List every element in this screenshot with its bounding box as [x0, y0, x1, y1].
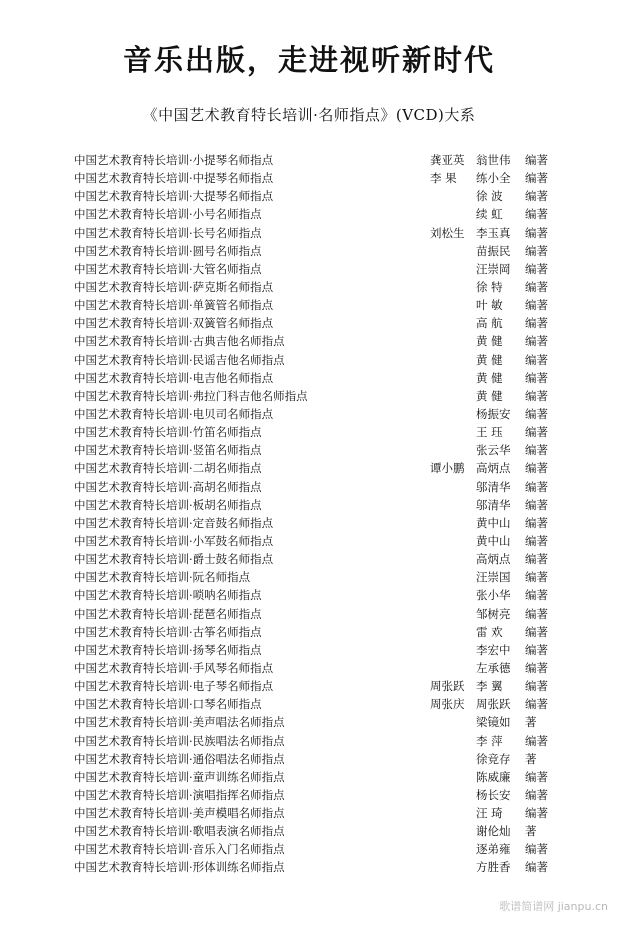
- co-author: 李 果: [430, 171, 457, 186]
- author-name: 黄 健: [476, 388, 503, 403]
- book-title: 中国艺术教育特长培训·扬琴名师指点: [74, 642, 262, 657]
- book-title: 中国艺术教育特长培训·口琴名师指点: [74, 697, 262, 712]
- author-role: 编著: [525, 352, 548, 367]
- book-list: [0, 151, 618, 877]
- author-role: 编著: [525, 171, 548, 186]
- book-title: 中国艺术教育特长培训·大管名师指点: [74, 261, 262, 276]
- list-item: [0, 641, 618, 659]
- list-item: [0, 586, 618, 604]
- book-title: 中国艺术教育特长培训·爵士鼓名师指点: [74, 552, 274, 567]
- author-name: 李玉真: [476, 225, 511, 240]
- list-item: [0, 187, 618, 205]
- list-item: [0, 804, 618, 822]
- book-title: 中国艺术教育特长培训·演唱指挥名师指点: [74, 787, 285, 802]
- author-name: 练小全: [476, 171, 511, 186]
- list-item: [0, 858, 618, 876]
- book-title: 中国艺术教育特长培训·美声唱法名师指点: [74, 715, 285, 730]
- author-role: 编著: [525, 461, 548, 476]
- co-author: 周张庆: [430, 697, 465, 712]
- author-name: 汪崇岡: [476, 261, 511, 276]
- book-title: 中国艺术教育特长培训·萨克斯名师指点: [74, 279, 274, 294]
- list-item: [0, 423, 618, 441]
- list-item: [0, 278, 618, 296]
- author-role: 编著: [525, 806, 548, 821]
- book-title: 中国艺术教育特长培训·高胡名师指点: [74, 479, 262, 494]
- author-role: 编著: [525, 153, 548, 167]
- book-title: 中国艺术教育特长培训·美声模唱名师指点: [74, 806, 285, 821]
- author-name: 雷 欢: [476, 624, 503, 639]
- list-item: [0, 568, 618, 586]
- series-subtitle: 《中国艺术教育特长培训·名师指点》(VCD)大系: [142, 106, 476, 124]
- book-title: 中国艺术教育特长培训·大提琴名师指点: [74, 189, 274, 204]
- book-title: 中国艺术教育特长培训·圆号名师指点: [74, 243, 262, 258]
- book-title: 中国艺术教育特长培训·阮名师指点: [74, 570, 251, 585]
- list-item: [0, 369, 618, 387]
- author-role: 编著: [525, 443, 548, 458]
- book-title: 中国艺术教育特长培训·手风琴名师指点: [74, 660, 274, 675]
- author-role: 编著: [525, 425, 548, 440]
- watermark: 歌谱简谱网 jianpu.cn: [499, 900, 608, 913]
- co-author: 周张跃: [430, 679, 465, 694]
- list-item: [0, 205, 618, 223]
- book-title: 中国艺术教育特长培训·单簧管名师指点: [74, 298, 274, 313]
- author-role: 编著: [525, 642, 548, 657]
- author-role: 编著: [525, 515, 548, 530]
- author-name: 叶 敏: [476, 298, 503, 313]
- list-item: [0, 786, 618, 804]
- book-title: 中国艺术教育特长培训·唢呐名师指点: [74, 588, 262, 603]
- book-title: 中国艺术教育特长培训·长号名师指点: [74, 225, 262, 240]
- author-name: 徐 特: [476, 279, 503, 294]
- book-title: 中国艺术教育特长培训·古典吉他名师指点: [74, 334, 285, 349]
- author-name: 黄 健: [476, 370, 503, 385]
- author-name: 高炳点: [476, 552, 511, 567]
- list-item: [0, 478, 618, 496]
- book-title: 中国艺术教育特长培训·定音鼓名师指点: [74, 515, 274, 530]
- author-name: 苗振民: [476, 243, 511, 258]
- author-name: 徐竞存: [476, 751, 511, 766]
- book-title: 中国艺术教育特长培训·弗拉门科吉他名师指点: [74, 388, 308, 403]
- author-role: 著: [525, 751, 537, 766]
- list-item: [0, 224, 618, 242]
- book-title: 中国艺术教育特长培训·古筝名师指点: [74, 624, 262, 639]
- book-title: 中国艺术教育特长培训·琵琶名师指点: [74, 606, 262, 621]
- book-title: 中国艺术教育特长培训·童声训练名师指点: [74, 769, 285, 784]
- author-role: 编著: [525, 388, 548, 403]
- book-title: 中国艺术教育特长培训·小军鼓名师指点: [74, 533, 274, 548]
- author-name: 杨振安: [476, 406, 511, 421]
- author-role: 编著: [525, 479, 548, 494]
- book-title: 中国艺术教育特长培训·小提琴名师指点: [74, 153, 274, 167]
- author-role: 编著: [525, 243, 548, 258]
- book-title: 中国艺术教育特长培训·通俗唱法名师指点: [74, 751, 285, 766]
- author-role: 编著: [525, 207, 548, 222]
- author-role: 编著: [525, 606, 548, 621]
- author-name: 周张跃: [476, 697, 511, 712]
- list-item: [0, 623, 618, 641]
- author-name: 邹树亮: [476, 606, 511, 621]
- list-item: [0, 296, 618, 314]
- list-item: [0, 677, 618, 695]
- author-role: 编著: [525, 733, 548, 748]
- book-title: 中国艺术教育特长培训·双簧管名师指点: [74, 316, 274, 331]
- list-item: [0, 605, 618, 623]
- list-item: [0, 713, 618, 731]
- list-item: [0, 351, 618, 369]
- author-name: 汪崇国: [476, 570, 511, 585]
- author-role: 编著: [525, 298, 548, 313]
- book-title: 中国艺术教育特长培训·竖笛名师指点: [74, 443, 262, 458]
- list-item: [0, 260, 618, 278]
- author-name: 张小华: [476, 588, 511, 603]
- author-name: 高 航: [476, 316, 503, 331]
- author-name: 邬清华: [476, 497, 511, 512]
- author-role: 著: [525, 824, 537, 839]
- author-name: 王 珏: [476, 425, 503, 440]
- author-role: 编著: [525, 189, 548, 204]
- list-item: [0, 822, 618, 840]
- list-item: [0, 332, 618, 350]
- book-title: 中国艺术教育特长培训·竹笛名师指点: [74, 425, 262, 440]
- author-name: 杨长安: [476, 787, 511, 802]
- author-name: 梁镜如: [476, 715, 511, 730]
- co-author: 谭小鹏: [430, 461, 465, 476]
- author-name: 续 虹: [476, 207, 503, 222]
- author-role: 编著: [525, 552, 548, 567]
- list-item: [0, 550, 618, 568]
- author-role: 编著: [525, 406, 548, 421]
- author-name: 李 翼: [476, 679, 503, 694]
- list-item: [0, 459, 618, 477]
- co-author: 刘松生: [430, 225, 465, 240]
- list-item: [0, 441, 618, 459]
- author-name: 翁世伟: [476, 153, 511, 167]
- author-name: 逐弟雍: [476, 842, 511, 857]
- author-role: 编著: [525, 533, 548, 548]
- book-title: 中国艺术教育特长培训·民谣吉他名师指点: [74, 352, 285, 367]
- book-title: 中国艺术教育特长培训·音乐入门名师指点: [74, 842, 285, 857]
- book-title: 中国艺术教育特长培训·歌唱表演名师指点: [74, 824, 285, 839]
- book-title: 中国艺术教育特长培训·中提琴名师指点: [74, 171, 274, 186]
- book-title: 中国艺术教育特长培训·民族唱法名师指点: [74, 733, 285, 748]
- book-title: 中国艺术教育特长培训·板胡名师指点: [74, 497, 262, 512]
- author-role: 编著: [525, 334, 548, 349]
- author-role: 编著: [525, 370, 548, 385]
- list-item: [0, 169, 618, 187]
- author-role: 编著: [525, 588, 548, 603]
- book-title: 中国艺术教育特长培训·电子琴名师指点: [74, 679, 274, 694]
- author-name: 黄 健: [476, 352, 503, 367]
- list-item: [0, 151, 618, 169]
- author-role: 编著: [525, 769, 548, 784]
- author-role: 编著: [525, 497, 548, 512]
- author-role: 著: [525, 715, 537, 730]
- book-title: 中国艺术教育特长培训·二胡名师指点: [74, 461, 262, 476]
- author-role: 编著: [525, 570, 548, 585]
- author-role: 编著: [525, 624, 548, 639]
- author-name: 黄 健: [476, 334, 503, 349]
- list-item: [0, 405, 618, 423]
- author-name: 谢伦灿: [476, 824, 511, 839]
- author-role: 编著: [525, 787, 548, 802]
- book-title: 中国艺术教育特长培训·电贝司名师指点: [74, 406, 274, 421]
- author-role: 编著: [525, 697, 548, 712]
- author-role: 编著: [525, 261, 548, 276]
- author-name: 汪 琦: [476, 806, 503, 821]
- list-item: [0, 496, 618, 514]
- author-role: 编著: [525, 842, 548, 857]
- list-item: [0, 695, 618, 713]
- book-title: 中国艺术教育特长培训·形体训练名师指点: [74, 860, 285, 875]
- list-item: [0, 314, 618, 332]
- co-author: 龚亚英: [430, 153, 465, 167]
- list-item: [0, 840, 618, 858]
- author-name: 陈威廉: [476, 769, 511, 784]
- author-role: 编著: [525, 316, 548, 331]
- author-role: 编著: [525, 279, 548, 294]
- author-name: 黄中山: [476, 533, 511, 548]
- author-name: 方胜香: [476, 860, 511, 875]
- list-item: [0, 750, 618, 768]
- author-name: 黄中山: [476, 515, 511, 530]
- list-item: [0, 242, 618, 260]
- author-name: 左承德: [476, 660, 511, 675]
- page-headline: 音乐出版，走进视听新时代: [122, 43, 495, 77]
- book-title: 中国艺术教育特长培训·电吉他名师指点: [74, 370, 274, 385]
- author-role: 编著: [525, 860, 548, 875]
- author-name: 徐 波: [476, 189, 503, 204]
- author-name: 高炳点: [476, 461, 511, 476]
- list-item: [0, 659, 618, 677]
- author-name: 李宏中: [476, 642, 511, 657]
- list-item: [0, 768, 618, 786]
- list-item: [0, 387, 618, 405]
- author-role: 编著: [525, 660, 548, 675]
- author-name: 张云华: [476, 443, 511, 458]
- author-name: 李 萍: [476, 733, 503, 748]
- list-item: [0, 732, 618, 750]
- book-title: 中国艺术教育特长培训·小号名师指点: [74, 207, 262, 222]
- author-role: 编著: [525, 679, 548, 694]
- author-name: 邬清华: [476, 479, 511, 494]
- author-role: 编著: [525, 225, 548, 240]
- list-item: [0, 514, 618, 532]
- list-item: [0, 532, 618, 550]
